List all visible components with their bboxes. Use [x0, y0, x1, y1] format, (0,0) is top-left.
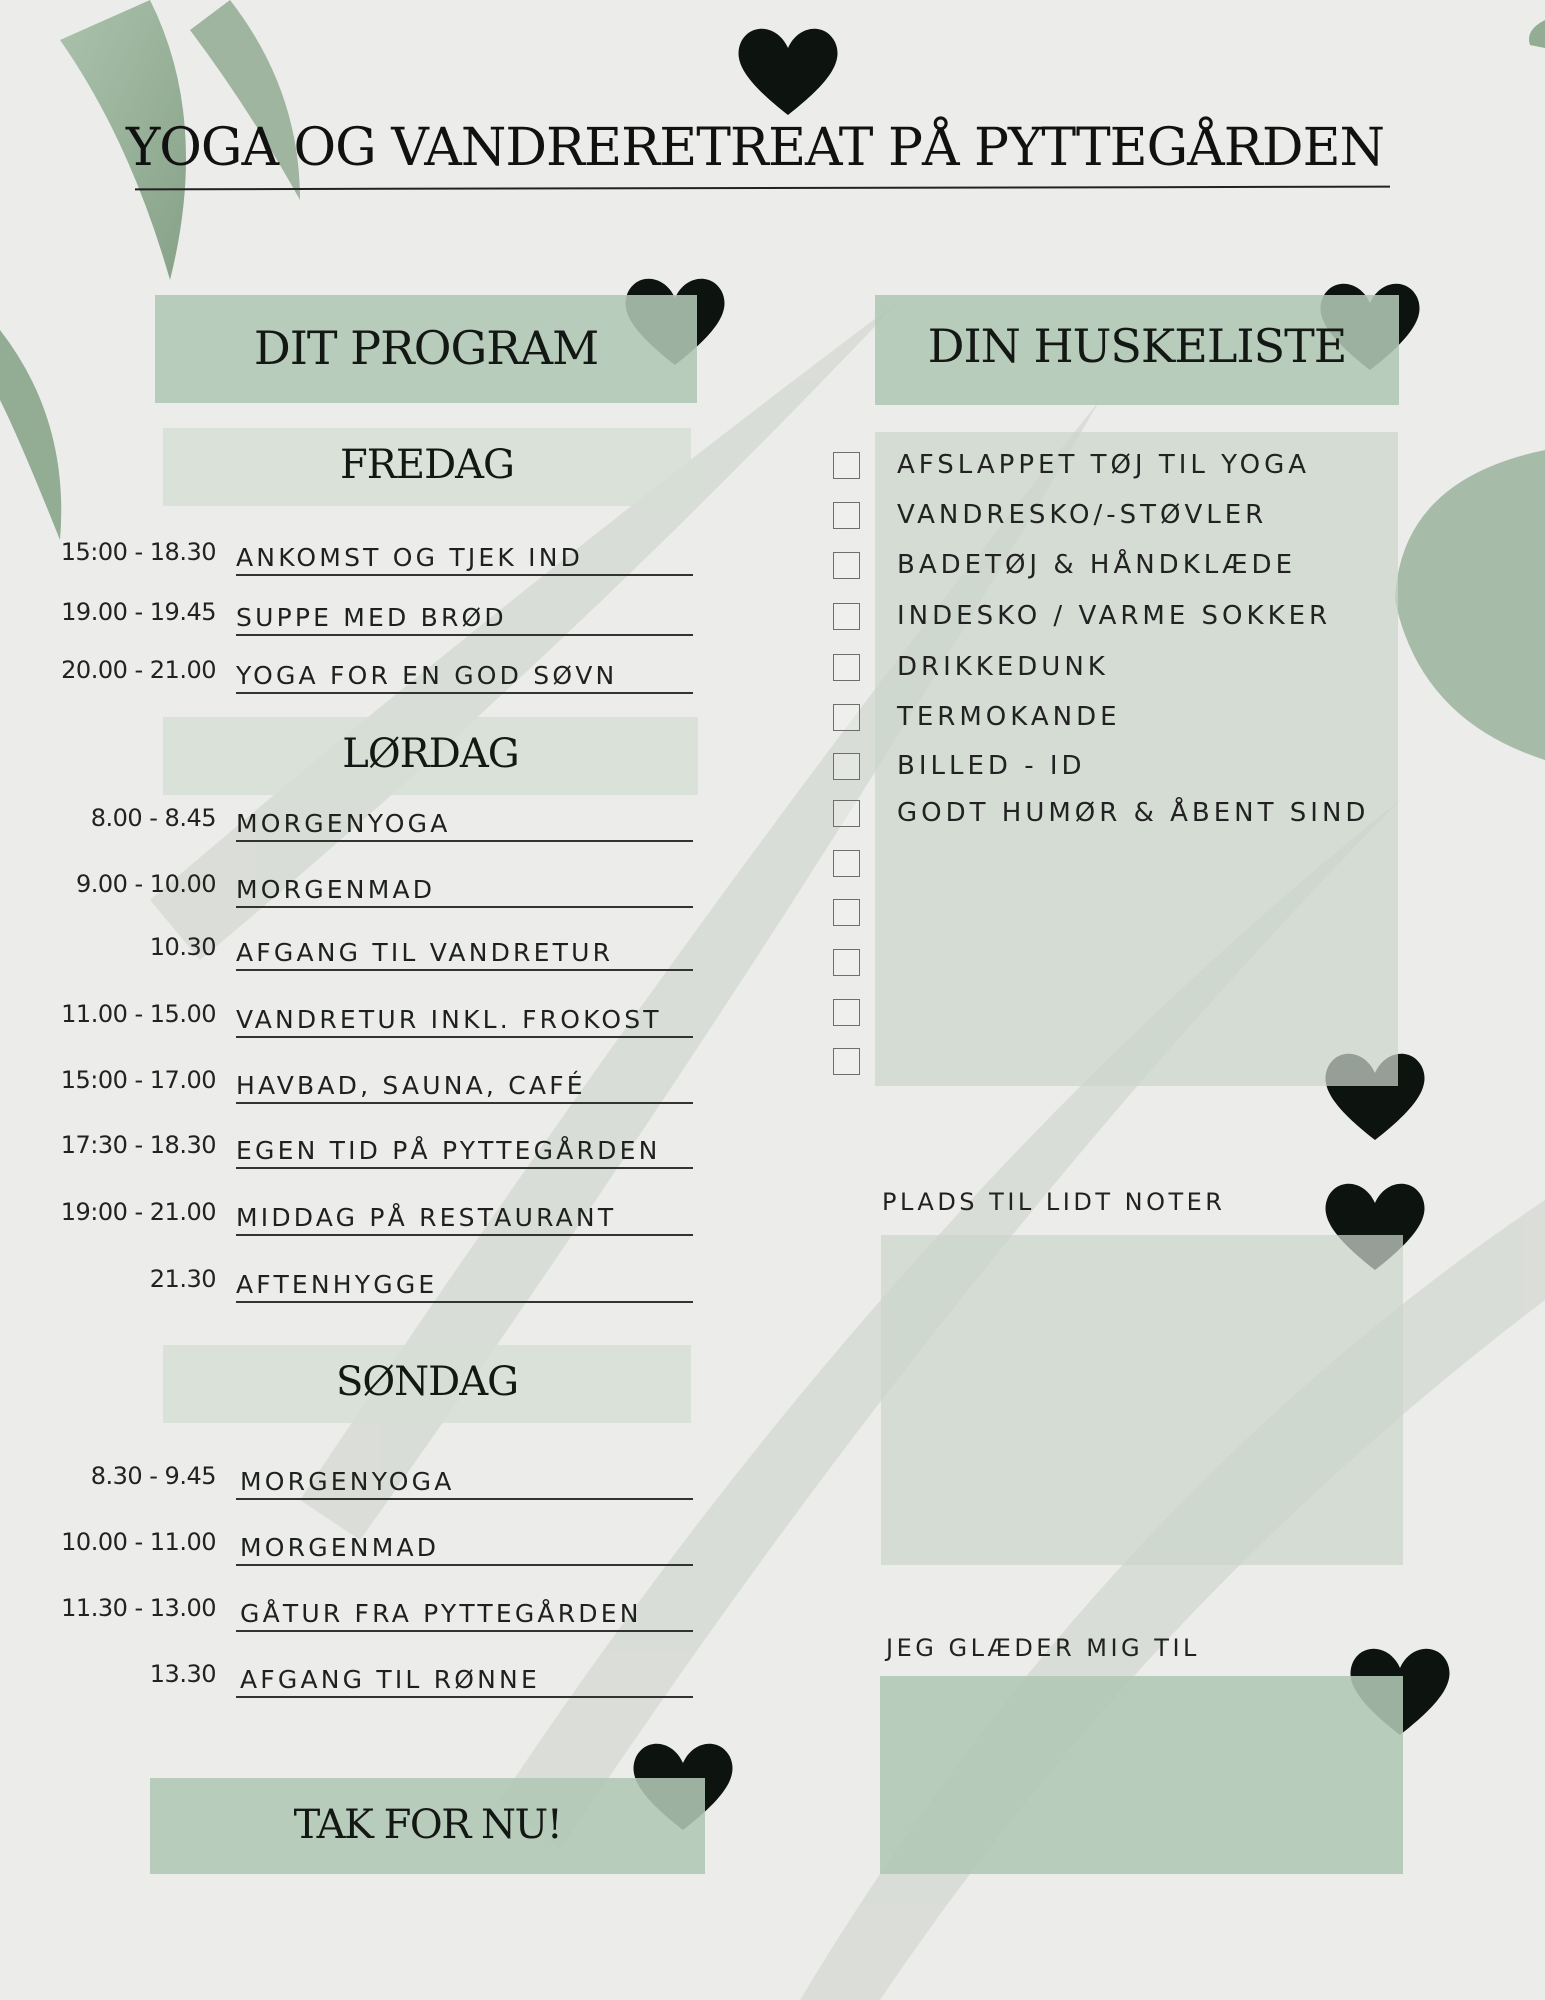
checkbox-icon[interactable] [833, 502, 860, 529]
checklist-heading: DIN HUSKELISTE [927, 319, 1347, 373]
checklist-item-label: TERMOKANDE [897, 702, 1121, 732]
checklist-item[interactable] [833, 450, 1413, 484]
schedule-activity: SUPPE MED BRØD [236, 603, 507, 632]
write-line [236, 1564, 693, 1566]
schedule-activity: AFGANG TIL VANDRETUR [236, 938, 614, 967]
checklist-item[interactable] [833, 798, 1413, 832]
schedule-row [40, 1255, 700, 1303]
notes-label: PLADS TIL LIDT NOTER [882, 1188, 1226, 1216]
schedule-row [40, 923, 700, 971]
write-line [236, 1696, 693, 1698]
schedule-activity: YOGA FOR EN GOD SØVN [236, 661, 618, 690]
checklist-item[interactable] [833, 897, 1413, 931]
schedule-row [40, 1452, 700, 1500]
checklist-header-box [875, 295, 1399, 405]
checklist-item[interactable] [833, 947, 1413, 981]
schedule-row [40, 1584, 700, 1632]
schedule-row [40, 1121, 700, 1169]
write-line [236, 692, 693, 694]
write-line [236, 574, 693, 576]
checkbox-icon[interactable] [833, 704, 860, 731]
checkbox-icon[interactable] [833, 850, 860, 877]
schedule-activity: VANDRETUR INKL. FROKOST [236, 1005, 662, 1034]
write-line [236, 1167, 693, 1169]
checkbox-icon[interactable] [833, 800, 860, 827]
write-line [236, 1630, 693, 1632]
checklist-item-label: AFSLAPPET TØJ TIL YOGA [897, 450, 1311, 480]
schedule-row [40, 588, 700, 636]
write-line [236, 1498, 693, 1500]
schedule-time: 20.00 - 21.00 [61, 656, 216, 684]
schedule-time: 11.30 - 13.00 [61, 1594, 216, 1622]
schedule-time: 21.30 [149, 1265, 216, 1293]
checklist-item[interactable] [833, 848, 1413, 882]
heart-icon [733, 20, 843, 120]
write-line [236, 906, 693, 908]
schedule-time: 15:00 - 18.30 [60, 538, 216, 566]
schedule-activity: MORGENMAD [240, 1533, 440, 1562]
schedule-time: 19:00 - 21.00 [60, 1198, 216, 1226]
schedule-activity: GÅTUR FRA PYTTEGÅRDEN [240, 1599, 642, 1628]
closing-box [150, 1778, 705, 1874]
schedule-time: 13.30 [149, 1660, 216, 1688]
checklist-item-label: BADETØJ & HÅNDKLÆDE [897, 550, 1297, 580]
page-title: YOGA OG VANDRERETREAT PÅ PYTTEGÅRDEN [125, 118, 1385, 178]
schedule-time: 15:00 - 17.00 [60, 1066, 216, 1094]
checklist-item[interactable] [833, 702, 1413, 736]
schedule-time: 10.30 [149, 933, 216, 961]
schedule-row [40, 990, 700, 1038]
day-title: FREDAG [340, 442, 514, 488]
checkbox-icon[interactable] [833, 899, 860, 926]
schedule-row [40, 794, 700, 842]
write-line [236, 969, 693, 971]
schedule-activity: MORGENMAD [236, 875, 436, 904]
checklist-item-label: BILLED - ID [897, 751, 1086, 781]
schedule-time: 19.00 - 19.45 [61, 598, 216, 626]
schedule-activity: MORGENYOGA [240, 1467, 455, 1496]
checklist-item[interactable] [833, 500, 1413, 534]
checklist-item-label: GODT HUMØR & ÅBENT SIND [897, 798, 1370, 828]
write-line [236, 1036, 693, 1038]
write-line [236, 1234, 693, 1236]
checklist-item-label: INDESKO / VARME SOKKER [897, 601, 1332, 631]
schedule-time: 10.00 - 11.00 [61, 1528, 216, 1556]
checklist-item-label: DRIKKEDUNK [897, 652, 1109, 682]
schedule-row [40, 528, 700, 576]
schedule-activity: AFGANG TIL RØNNE [240, 1665, 540, 1694]
schedule-row [40, 1650, 700, 1698]
checkbox-icon[interactable] [833, 949, 860, 976]
schedule-activity: AFTENHYGGE [236, 1270, 438, 1299]
schedule-row [40, 1518, 700, 1566]
checkbox-icon[interactable] [833, 753, 860, 780]
schedule-time: 17:30 - 18.30 [60, 1131, 216, 1159]
day-header-lordag [163, 717, 698, 795]
checkbox-icon[interactable] [833, 1048, 860, 1075]
schedule-activity: MIDDAG PÅ RESTAURANT [236, 1203, 617, 1232]
checklist-item-label: VANDRESKO/-STØVLER [897, 500, 1268, 530]
checkbox-icon[interactable] [833, 452, 860, 479]
schedule-row [40, 860, 700, 908]
schedule-time: 9.00 - 10.00 [75, 870, 216, 898]
schedule-time: 8.30 - 9.45 [90, 1462, 216, 1490]
day-title: LØRDAG [342, 731, 519, 777]
schedule-activity: MORGENYOGA [236, 809, 451, 838]
schedule-row [40, 646, 700, 694]
checklist-item[interactable] [833, 997, 1413, 1031]
day-header-sondag [163, 1345, 691, 1423]
checklist-item[interactable] [833, 751, 1413, 785]
write-line [236, 1301, 693, 1303]
looking-forward-label: JEG GLÆDER MIG TIL [886, 1634, 1200, 1662]
checklist-item[interactable] [833, 1046, 1413, 1080]
schedule-time: 11.00 - 15.00 [61, 1000, 216, 1028]
schedule-activity: ANKOMST OG TJEK IND [236, 543, 584, 572]
schedule-time: 8.00 - 8.45 [90, 804, 216, 832]
checkbox-icon[interactable] [833, 654, 860, 681]
schedule-row [40, 1056, 700, 1104]
closing-text: TAK FOR NU! [293, 1802, 562, 1848]
program-heading: DIT PROGRAM [253, 321, 599, 375]
program-header-box [155, 295, 697, 403]
schedule-row [40, 1188, 700, 1236]
notes-area[interactable] [881, 1235, 1403, 1565]
checkbox-icon[interactable] [833, 999, 860, 1026]
write-line [236, 634, 693, 636]
checklist-item[interactable] [833, 652, 1413, 686]
day-title: SØNDAG [335, 1359, 519, 1405]
schedule-activity: EGEN TID PÅ PYTTEGÅRDEN [236, 1136, 661, 1165]
write-line [236, 1102, 693, 1104]
looking-forward-area[interactable] [880, 1676, 1403, 1874]
checklist-item[interactable] [833, 601, 1413, 635]
day-header-fredag [163, 428, 691, 506]
schedule-activity: HAVBAD, SAUNA, CAFÉ [236, 1071, 586, 1100]
write-line [236, 840, 693, 842]
checklist-item[interactable] [833, 550, 1413, 584]
checkbox-icon[interactable] [833, 603, 860, 630]
checkbox-icon[interactable] [833, 552, 860, 579]
